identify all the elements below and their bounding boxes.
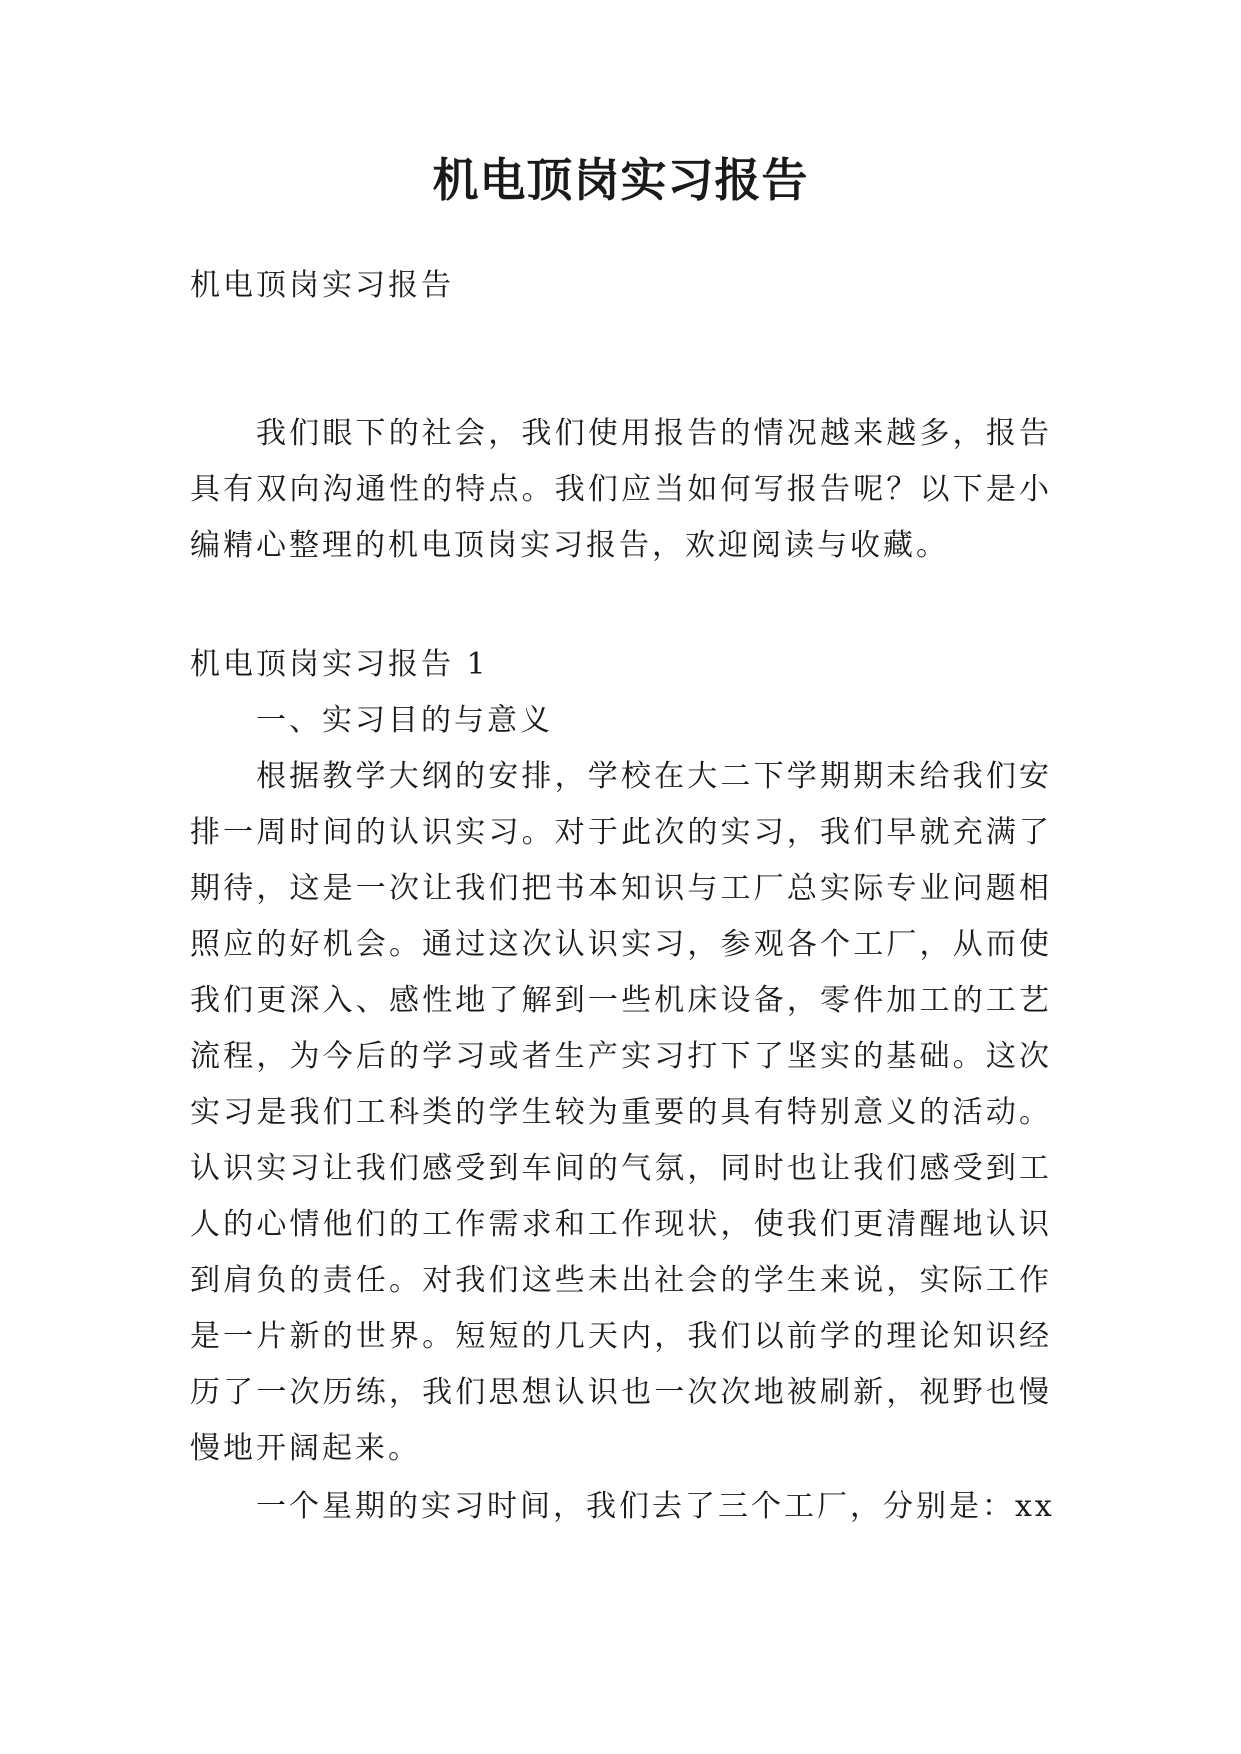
document-subtitle: 机电顶岗实习报告 xyxy=(190,268,454,303)
body-paragraph: 根据教学大纲的安排，学校在大二下学期期末给我们安排一周时间的认识实习。对于此次的实习，我们早就充满了期待，这是一次让我们把书本知识与工厂总实际专业问题相照应的好机会。通过这次认识实习，参观各个工厂，从而使我们更深入、感性地了解到一些机床设备，零件加工的工艺流程，为今后的学习或者生产实习打下了坚实的基础。这次实习是我们工科类的学生较为重要的具有特别意义的活动。认识实习让我们感受到车间的气氛，同时也让我们感受到工人的心情他们的工作需求和工作现状，使我们更清醒地认识到肩负的责任。对我们这些未出社会的学生来说，实际工作是一片新的世界。短短的几天内，我们以前学的理论知识经历了一次历练，我们思想认识也一次次地被刷新，视野也慢慢地开阔起来。 xyxy=(190,759,1052,1466)
body-paragraph: 一个星期的实习时间，我们去了三个工厂，分别是：xx xyxy=(256,1489,1055,1524)
intro-paragraph: 我们眼下的社会，我们使用报告的情况越来越多，报告具有双向沟通性的特点。我们应当如何写报告呢？以下是小编精心整理的机电顶岗实习报告，欢迎阅读与收藏。 xyxy=(190,416,1052,563)
document-title: 机电顶岗实习报告 xyxy=(432,153,809,207)
sub-heading: 一、实习目的与意义 xyxy=(256,703,553,738)
section-heading: 机电顶岗实习报告 1 xyxy=(190,647,489,682)
